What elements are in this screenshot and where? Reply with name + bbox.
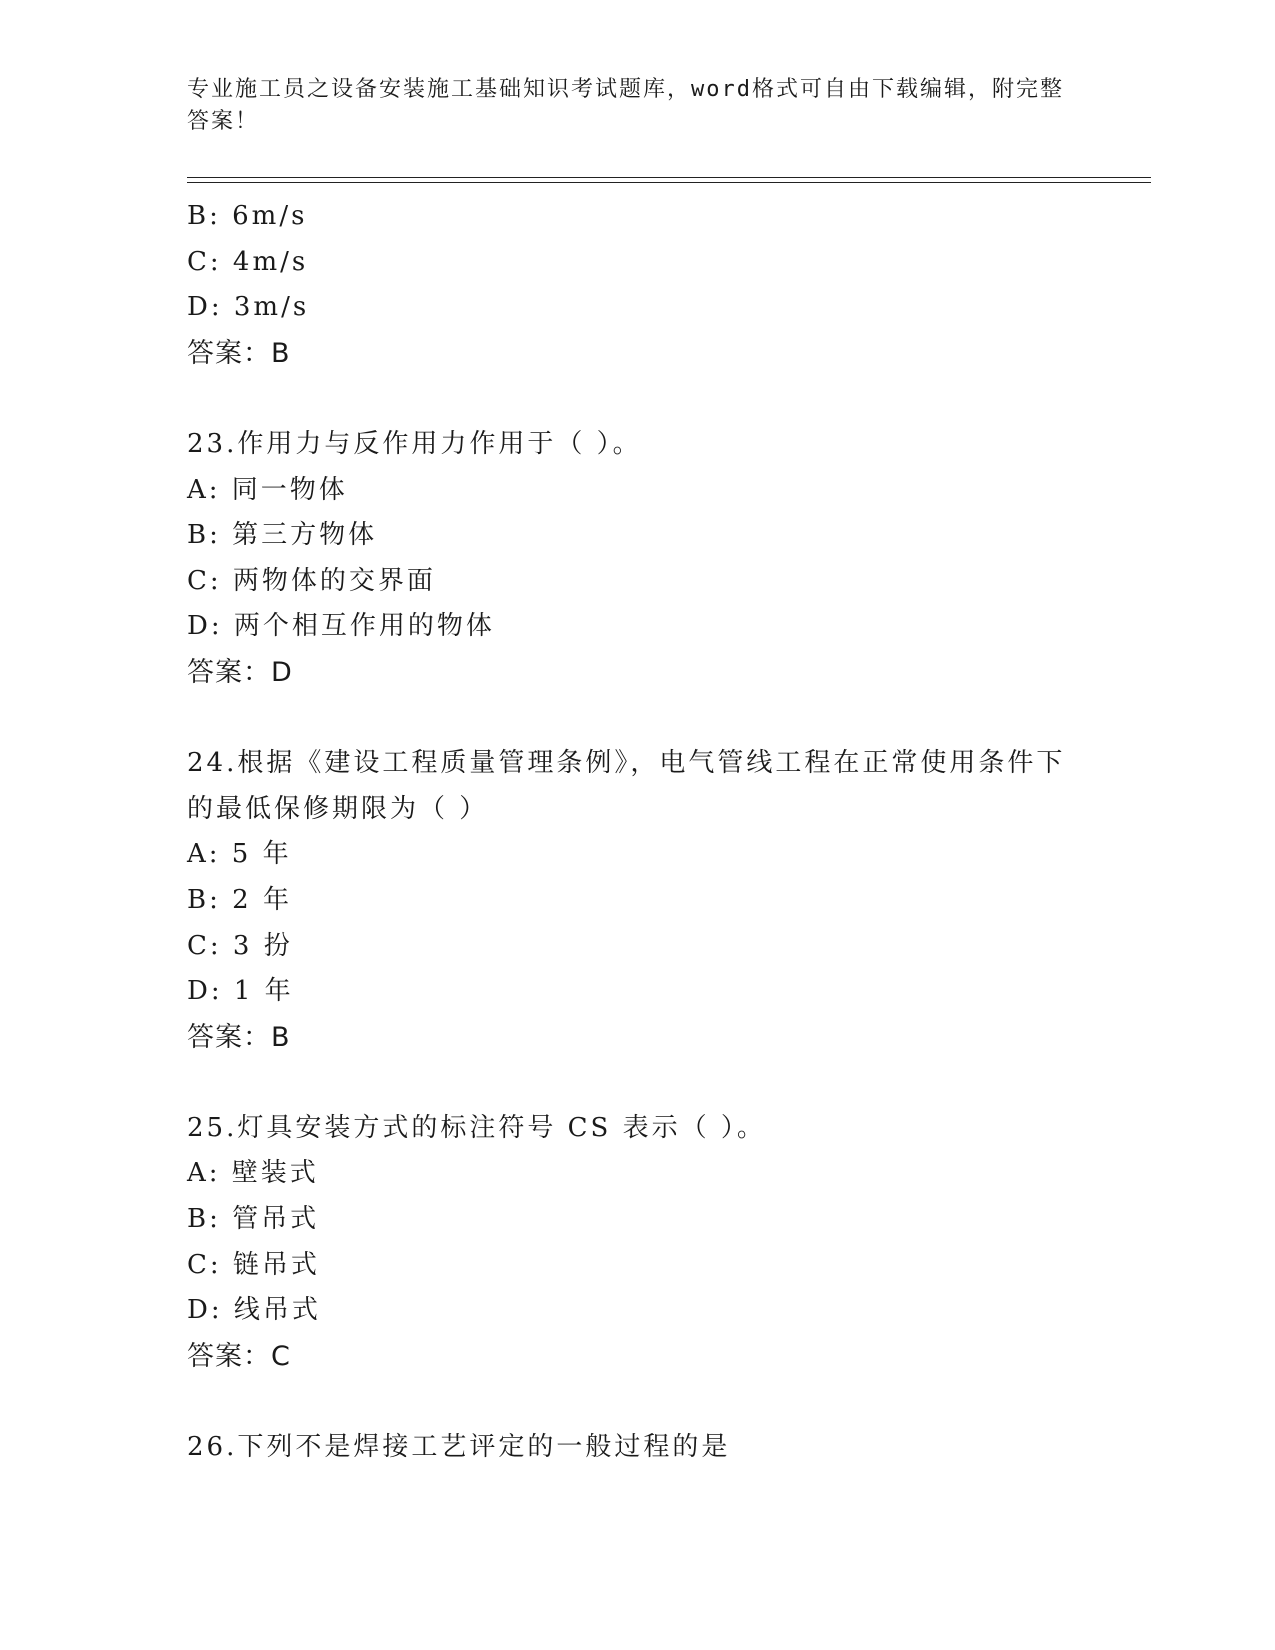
answer-line: 答案：D <box>187 656 293 688</box>
question-text: 23.作用力与反作用力作用于（ ）。 <box>187 428 642 459</box>
option-d: D: 3m/s <box>187 292 310 323</box>
answer-line: 答案：C <box>187 1340 291 1372</box>
option-b: B: 6m/s <box>187 201 308 231</box>
option-c: C: 两物体的交界面 <box>187 565 436 596</box>
question-block-22 <box>187 194 1087 376</box>
question-text-line-1: 24.根据《建设工程质量管理条例》，电气管线工程在正常使用条件下 <box>187 748 1066 779</box>
question-block-24 <box>187 741 1087 1060</box>
header-rule-top <box>187 177 1151 178</box>
answer-line: 答案：B <box>187 1021 291 1053</box>
option-c: C: 链吊式 <box>187 1249 320 1280</box>
question-text-line-2: 的最低保修期限为（ ） <box>187 793 489 824</box>
option-b: B: 第三方物体 <box>187 520 378 551</box>
header-rule-bottom <box>187 182 1151 183</box>
question-list <box>187 194 1087 1471</box>
option-d: D: 两个相互作用的物体 <box>187 611 495 642</box>
option-a: A: 壁装式 <box>187 1158 319 1189</box>
answer-line: 答案：B <box>187 337 291 369</box>
question-block-23 <box>187 422 1087 696</box>
option-d: D: 1 年 <box>187 976 294 1007</box>
question-text: 25.灯具安装方式的标注符号 CS 表示（ ）。 <box>187 1112 766 1143</box>
question-block-26 <box>187 1425 1087 1471</box>
option-a: A: 5 年 <box>187 839 292 870</box>
option-a: A: 同一物体 <box>187 474 348 505</box>
option-c: C: 3 扮 <box>187 930 293 961</box>
option-b: B: 管吊式 <box>187 1204 320 1235</box>
option-b: B: 2 年 <box>187 884 292 915</box>
document-header: 专业施工员之设备安装施工基础知识考试题库，word格式可自由下载编辑，附完整答案！ <box>187 77 1064 134</box>
option-c: C: 4m/s <box>187 246 309 277</box>
question-block-25 <box>187 1106 1087 1380</box>
question-text: 26.下列不是焊接工艺评定的一般过程的是 <box>187 1432 731 1463</box>
option-d: D: 线吊式 <box>187 1295 321 1326</box>
